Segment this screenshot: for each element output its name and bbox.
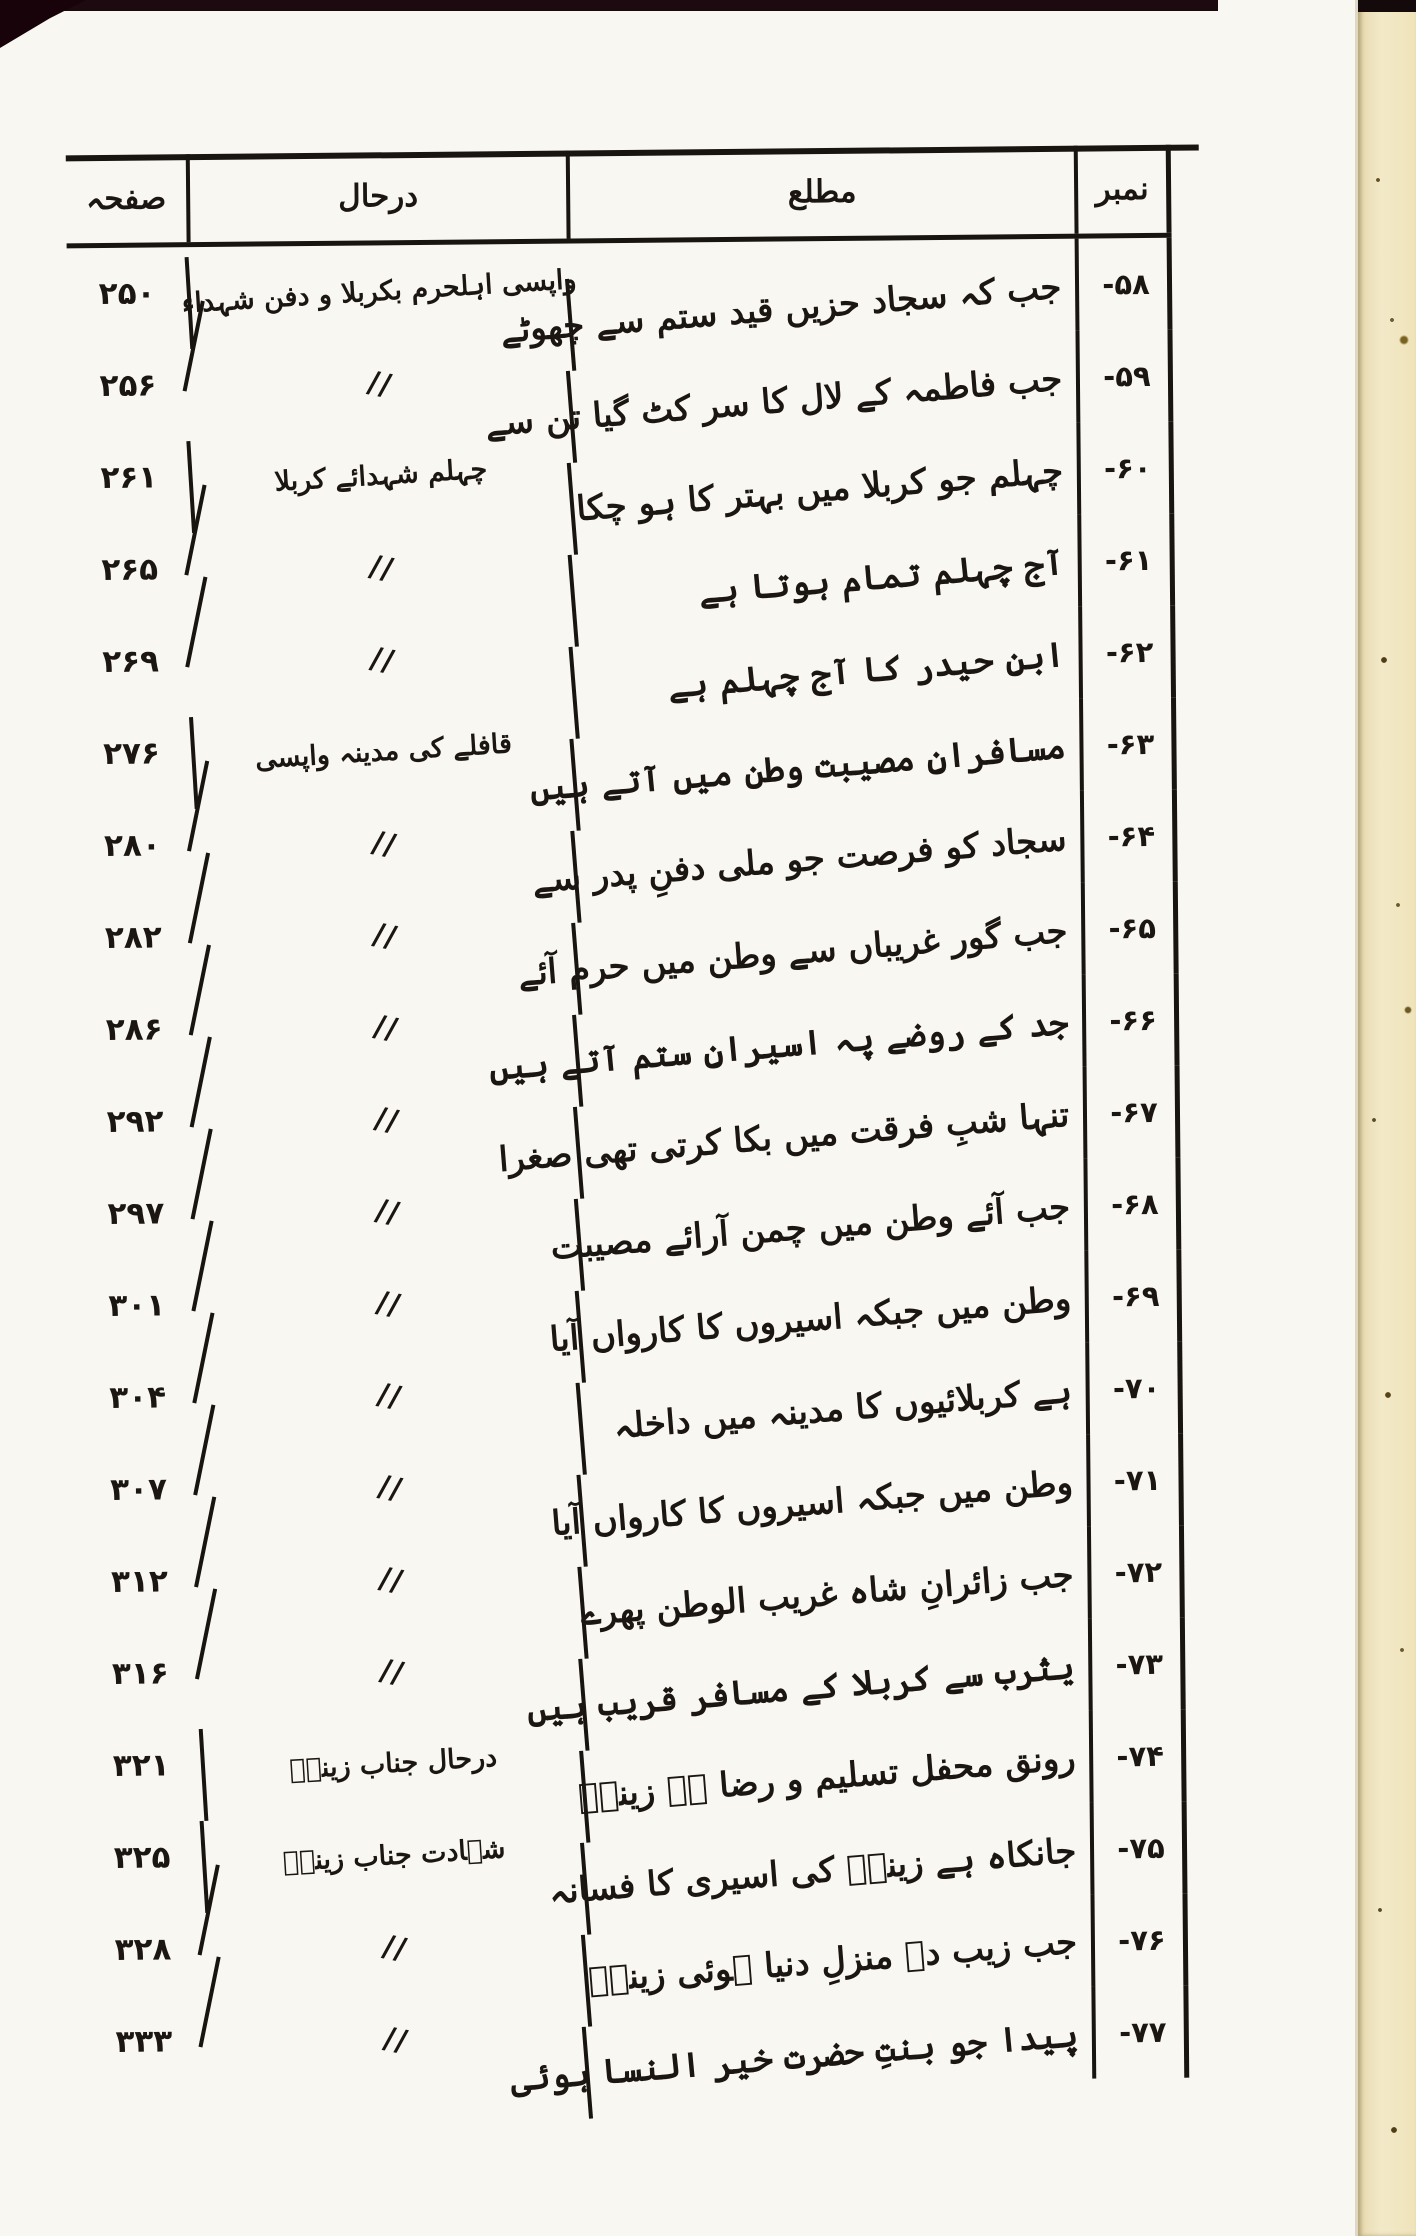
cell-number: ۵۹- xyxy=(1075,330,1173,423)
cell-darhal: // xyxy=(189,945,580,1111)
cell-page: ۲۸۰ xyxy=(103,827,161,865)
cell-darhal: // xyxy=(191,1221,582,1387)
cell-number: ۶۹- xyxy=(1084,1250,1182,1343)
cell-page: ۲۹۲ xyxy=(106,1103,164,1140)
cell-matla: ابنِ حیدر کا آج چہلم ہے xyxy=(569,607,1083,739)
toc-header-row xyxy=(66,145,1172,249)
cell-number: ۷۲- xyxy=(1087,1526,1185,1619)
cell-page: ۳۲۸ xyxy=(114,1931,172,1968)
cell-matla: جد کے روضے پہ اسیرانِ ستم آتے ہیں xyxy=(572,975,1086,1107)
header-darhal: درحال xyxy=(186,151,567,243)
cell-page: ۲۵۶ xyxy=(99,367,157,405)
cell-page: ۳۱۲ xyxy=(110,1563,169,1600)
cell-darhal: // xyxy=(191,1129,582,1295)
cell-page: ۳۲۱ xyxy=(112,1747,170,1784)
cell-page: ۲۶۵ xyxy=(101,551,159,589)
cell-number: ۷۵- xyxy=(1090,1802,1188,1895)
scan-edge-strip xyxy=(1358,0,1416,2236)
header-number: نمبر xyxy=(1074,145,1172,234)
cell-number: ۷۶- xyxy=(1090,1894,1188,1987)
header-page: صفحہ xyxy=(85,180,167,218)
cell-page: ۳۲۵ xyxy=(113,1839,171,1876)
cell-matla: آج چہلم تمام ہوتا ہے xyxy=(568,515,1082,647)
cell-matla: سجاد کو فرصت جو ملی دفنِ پدر سے xyxy=(570,791,1084,923)
cell-page: ۳۳۳ xyxy=(115,2023,173,2060)
cell-number: ۷۳- xyxy=(1088,1618,1186,1711)
cell-darhal: قافلے کی مدینہ واپسی xyxy=(189,694,574,809)
cell-darhal: // xyxy=(198,1956,589,2122)
cell-matla: جب فاطمہ کے لال کا سر کٹ گیا تن سے xyxy=(566,331,1080,463)
cell-page: ۲۹۷ xyxy=(107,1195,165,1232)
cell-number: ۶۲- xyxy=(1078,606,1176,699)
cell-number: ۶۶- xyxy=(1082,974,1180,1067)
cell-darhal: // xyxy=(183,301,574,467)
cell-darhal: // xyxy=(184,485,575,651)
cell-matla: جب کہ سجاد حزیں قید ستم سے چھوٹے xyxy=(565,239,1079,371)
cell-page: ۲۸۲ xyxy=(104,919,162,957)
cell-darhal: // xyxy=(188,853,579,1019)
cell-number: ۶۳- xyxy=(1079,698,1177,791)
cell-page: ۲۶۱ xyxy=(100,459,158,497)
cell-number: ۶۵- xyxy=(1081,882,1179,975)
cell-matla: رونق محفل تسلیم و رضا ہے زینبؑ xyxy=(579,1711,1093,1843)
cell-matla: جب زائرانِ شاہ غریب الوطن پھرے xyxy=(577,1527,1091,1659)
cell-number: ۶۱- xyxy=(1077,514,1175,607)
cell-matla: وطن میں جبکہ اسیروں کا کارواں آیا xyxy=(576,1435,1090,1567)
cell-matla: ہے کربلائیوں کا مدینہ میں داخلہ xyxy=(576,1343,1090,1475)
cell-number: ۷۴- xyxy=(1089,1710,1187,1803)
cell-darhal: // xyxy=(192,1313,583,1479)
cell-matla: چہلم جو کربلا میں بہتر کا ہو چکا xyxy=(567,423,1081,555)
cell-number: ۶۰- xyxy=(1076,422,1174,515)
cell-number: ۷۱- xyxy=(1086,1434,1184,1527)
cell-matla: مسافرانِ مصیبت وطن میں آتے ہیں xyxy=(569,699,1083,831)
cell-darhal: شہادت جناب زینبؑ xyxy=(200,1798,585,1913)
cell-matla: جب آئے وطن میں چمن آرائے مصیبت xyxy=(574,1159,1088,1291)
cell-darhal: // xyxy=(185,577,576,743)
cell-number: ۷۰- xyxy=(1085,1342,1183,1435)
cell-number: ۷۷- xyxy=(1091,1986,1189,2079)
cell-matla: پیدا جو بنتِ حضرت خیر النسا ہوئی xyxy=(582,1987,1096,2119)
cell-page: ۲۵۰ xyxy=(98,275,156,313)
cell-matla: جب گور غریباں سے وطن میں حرم آئے xyxy=(571,883,1085,1015)
cell-page: ۲۸۶ xyxy=(105,1011,163,1049)
cell-darhal: واپسی اہلحرم بکربلا و دفن شہداء xyxy=(185,234,570,349)
cell-darhal: درحال جناب زینبؑ xyxy=(199,1706,584,1821)
cell-darhal: // xyxy=(194,1497,585,1663)
cell-number: ۶۷- xyxy=(1083,1066,1181,1159)
cell-darhal: // xyxy=(198,1864,589,2030)
cell-page: ۳۰۴ xyxy=(109,1379,167,1416)
cell-number: ۵۸- xyxy=(1075,238,1173,331)
cell-darhal: // xyxy=(195,1589,586,1755)
scan-top-edge-band xyxy=(0,0,1218,11)
cell-matla: جب زیب دہ منزلِ دنیا ہوئی زینبؑ xyxy=(581,1895,1095,2027)
cell-matla: وطن میں جبکہ اسیروں کا کارواں آیا xyxy=(575,1251,1089,1383)
cell-page: ۳۰۱ xyxy=(108,1287,166,1324)
cell-number: ۶۸- xyxy=(1083,1158,1181,1251)
cell-page: ۳۱۶ xyxy=(111,1655,169,1692)
toc-table xyxy=(66,145,1190,2100)
paper-speckles xyxy=(1358,0,1416,2236)
cell-darhal: چہلم شہدائے کربلا xyxy=(186,418,571,533)
cell-darhal: // xyxy=(187,761,578,927)
header-matla: مطلع xyxy=(566,146,1075,239)
cell-number: ۶۴- xyxy=(1080,790,1178,883)
cell-matla: یثرب سے کربلا کے مسافر قریب ہیں xyxy=(578,1619,1092,1751)
cell-darhal: // xyxy=(190,1037,581,1203)
cell-page: ۳۰۷ xyxy=(110,1471,168,1508)
cell-page: ۲۷۶ xyxy=(102,735,161,773)
cell-matla: جانکاہ ہے زینبؑ کی اسیری کا فسانہ xyxy=(580,1803,1094,1935)
cell-page: ۲۶۹ xyxy=(102,643,160,681)
cell-darhal: // xyxy=(193,1405,584,1571)
cell-matla: تنہا شبِ فرقت میں بکا کرتی تھی صغرا xyxy=(573,1067,1087,1199)
toc-rows xyxy=(67,238,1190,2100)
